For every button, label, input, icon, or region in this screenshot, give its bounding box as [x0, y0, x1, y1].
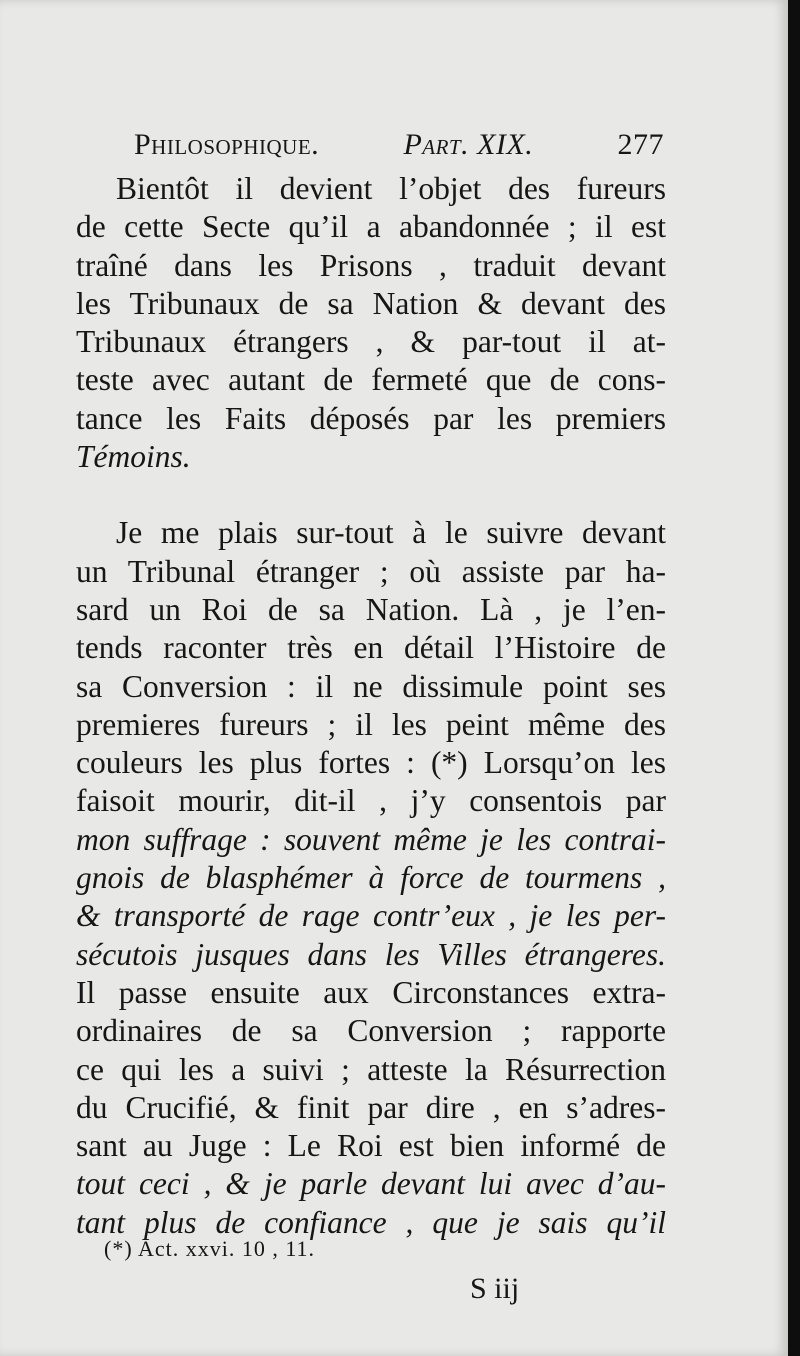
text-line: teste avec autant de fermeté que de cons- [76, 362, 666, 398]
text-line: couleurs les plus fortes : (*) Lorsqu’on les [76, 745, 666, 781]
text-line: les Tribunaux de sa Nation & devant des [76, 285, 666, 321]
text-line: Je me plais sur-tout à le suivre devant [116, 515, 666, 551]
paragraph-gap [76, 476, 666, 514]
text-line: traîné dans les Prisons , traduit devant [76, 247, 666, 283]
text-line: & transporté de rage contr’eux , je les per- [76, 898, 666, 934]
footnote: (*) Act. xxvi. 10 , 11. [104, 1236, 315, 1261]
header-part-label: Part. [403, 128, 470, 161]
text-line: Bientôt il devient l’objet des fureurs [116, 171, 666, 206]
text-line: un Tribunal étranger ; où assiste par ha- [76, 553, 666, 589]
text-line: faisoit mourir, dit-il , j’y consentois par [76, 783, 666, 819]
text-line: sécutois jusques dans les Villes étrangeres. [76, 936, 666, 972]
text-line: ordinaires de sa Conversion ; rapporte [76, 1013, 666, 1049]
header-part [403, 128, 533, 162]
header-part-number: XIX. [477, 128, 534, 161]
text-line: sa Conversion : il ne dissimule point ses [76, 668, 666, 704]
text-line: gnois de blasphémer à force de tourmens , [76, 860, 666, 896]
text-line: ce qui les a suivi ; atteste la Résurrection [76, 1051, 666, 1087]
running-header [134, 128, 664, 162]
text-line: Tribunaux étrangers , & par-tout il at- [76, 324, 666, 360]
text-line: de cette Secte qu’il a abandonnée ; il est [76, 209, 666, 245]
body-text [76, 170, 666, 1242]
text-line: sant au Juge : Le Roi est bien informé de [76, 1128, 666, 1164]
text-line: Il passe ensuite aux Circonstances extra- [76, 974, 666, 1010]
text-line: tance les Faits déposés par les premiers [76, 400, 666, 436]
signature-mark: S iij [470, 1272, 520, 1305]
text-line: Témoins. [76, 439, 191, 475]
text-line: tout ceci , & je parle devant lui avec d’au- [76, 1166, 666, 1202]
page-number: 277 [617, 128, 664, 161]
text-line: premieres fureurs ; il les peint même des [76, 706, 666, 742]
text-line: du Crucifié, & finit par dire , en s’adres- [76, 1089, 666, 1125]
text-line: tends raconter très en détail l’Histoire de [76, 630, 666, 666]
page-edge [788, 0, 800, 1356]
header-title: Philosophique. [134, 128, 320, 161]
text-line: sard un Roi de sa Nation. Là , je l’en- [76, 591, 666, 627]
text-line: mon suffrage : souvent même je les contrai- [76, 821, 666, 857]
text-line: tant plus de confiance , que je sais qu’il [76, 1204, 666, 1240]
